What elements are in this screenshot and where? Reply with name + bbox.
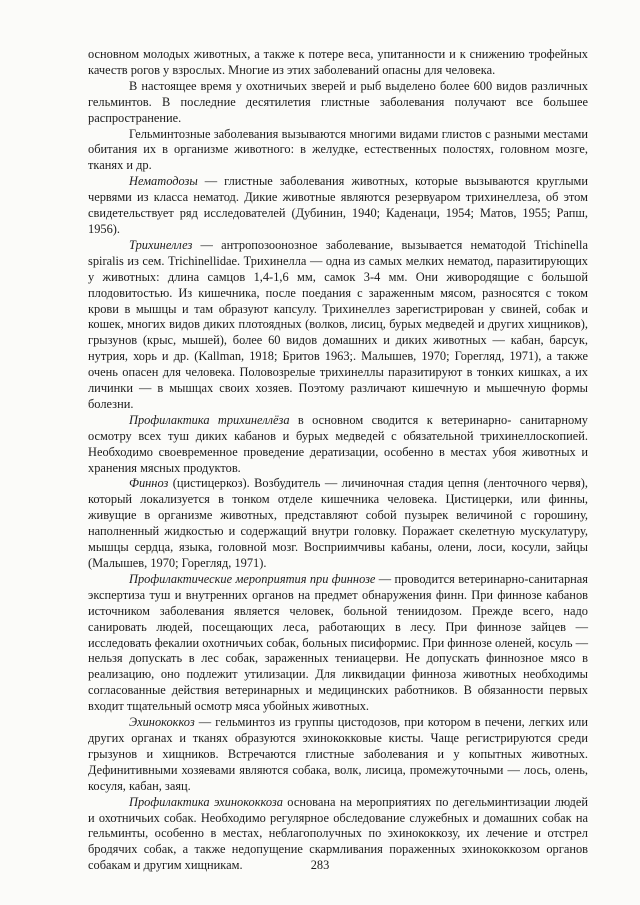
term-trichinellosis-prevention: Профилактика трихинеллёза bbox=[129, 412, 290, 427]
paragraph-echinococcosis: Эхинококкоз — гельминтоз из группы цистодозов, при котором в печени, легких или других органах и тканях образуются эхинококковые кисты. Чаще регистрируются среди грызунов и хищников. Встречаются глистные заболевания и у копытных животных. Дефинитивными хозяевами являются собака, волк, лисица, промежуточными — лось, олень, косуля, кабан, заяц. bbox=[88, 715, 588, 793]
term-trichinellosis: Трихинеллез bbox=[129, 237, 193, 252]
paragraph-trichinellosis: Трихинеллез — антропозоонозное заболевание, вызывается нематодой Trichinella spiralis из сем. Trichinellidae. Трихинелла — одна из самых мелких нематод, паразитирующих у животных: длина самцов 1,4-1,6 мм, самок 3-4 мм. Они живородящие с большой плодовитостью. Из кишечника, после поедания с зараженным мясом, разносятся с током крови в мышцы и там образуют капсулу. Трихинеллез зарегистрирован у свиней, собак и кошек, многих видов диких плотоядных (волков, лисиц, бурых медведей и других хищников), грызунов (крыс, мышей), более 60 видов домашних и диких животных — кабан, барсук, нутрия, хорь и др. (Kallman, 1918; Бритов 1963;. Малышев, 1970; Горегляд, 1971), а также очень опасен для человека. Половозрелые трихинеллы паразитируют в тонких кишках, а их личинки — в мышцах своих хозяев. Поэтому различают кишечную и мышечную формы болезни. bbox=[88, 237, 588, 411]
term-finnosis: Финноз bbox=[129, 476, 169, 491]
term-echinococcosis-prevention: Профилактика эхинококкоза bbox=[129, 794, 283, 809]
paragraph-trichinellosis-prevention: Профилактика трихинеллёза в основном сводится к ветеринарно- санитарному осмотру всех туш диких кабанов и бурых медведей с обязательной трихинеллоскопией. Необходимо своевременное проведение дератизации, особенно в местах убоя животных и хранения мясных продуктов. bbox=[88, 412, 589, 475]
paragraph-helminth-diseases: Гельминтозные заболевания вызываются многими видами глистов с разными местами обитания их в организме животного: в желудке, естественных полостях, головном мозге, тканях и др. bbox=[88, 126, 588, 173]
term-nematodoses: Нематодозы bbox=[129, 174, 198, 189]
paragraph-echinococcosis-prevention: Профилактика эхинококкоза основана на мероприятиях по дегельминтизации людей и охотничьих собак. Необходимо регулярное обследование служебных и домашних собак на гельминты, особенно в местах, неблагополучных по эхинококкозу, их лечение и отстрел бродячих собак, а также недопущение скармливания пораженных эхинококкозом органов собакам и другим хищникам. bbox=[88, 794, 588, 873]
page-number: 283 bbox=[310, 858, 330, 872]
paragraph-nematodoses: Нематодозы — глистные заболевания животных, которые вызываются круглыми червями из класса нематод. Дикие животные являются резервуаром трихинеллеза, об этом свидетельствует ряд исследователей (Дубинин, 1940; Каденаци, 1954; Матов, 1955; Рапш, 1956). bbox=[88, 174, 588, 236]
term-finnosis-prevention: Профилактические мероприятия при финнозе bbox=[129, 571, 376, 586]
term-echinococcosis: Эхинококкоз bbox=[129, 715, 195, 730]
paragraph-finnosis: Финноз (цистицеркоз). Возбудитель — личиночная стадия цепня (ленточного червя), который локализуется в тонком отделе кишечника человека. Цистицерки, или финны, живущие в организме животных, представляют собой пузырек величиной с горошину, наполненный жидкостью и содержащий внутри головку. Поражает скелетную мускулатуру, мышцы сердца, языка, головной мозг. Восприимчивы кабаны, олени, лоси, косули, зайцы (Малышев, 1970; Горегляд, 1971). bbox=[88, 476, 588, 570]
paragraph-finnosis-prevention: Профилактические мероприятия при финнозе — проводится ветеринарно-санитарная экспертиза туш и внутренних органов на предмет обнаружения финн. При финнозе кабанов источником заболевания является человек, больной тениидозом. Прежде всего, надо санировать людей, посещающих леса, работающих в лесу. При финнозе зайцев — исследовать фекалии охотничьих собак, больных писиформис. При финнозе оленей, косуль — нельзя допускать в лес собак, зараженных тениацерви. Не допускать финнозное мясо в реализацию, оно подлежит утилизации. Для ликвидации финноза животных необходимы согласованные действия ветеринарных и медицинских работников. В обязанности первых входит тщательный осмотр мяса убойных животных. bbox=[88, 571, 589, 714]
paragraph-helminth-count: В настоящее время у охотничьих зверей и рыб выделено более 600 видов различных гельминтов. В последние десятилетия глистные заболевания получают все большее распространение. bbox=[88, 78, 588, 125]
paragraph-intro-continued: основном молодых животных, а также к потере веса, упитанности и к снижению трофейных качеств рогов у взрослых. Многие из этих заболеваний опасны для человека. bbox=[88, 47, 588, 77]
body-text bbox=[88, 47, 588, 874]
